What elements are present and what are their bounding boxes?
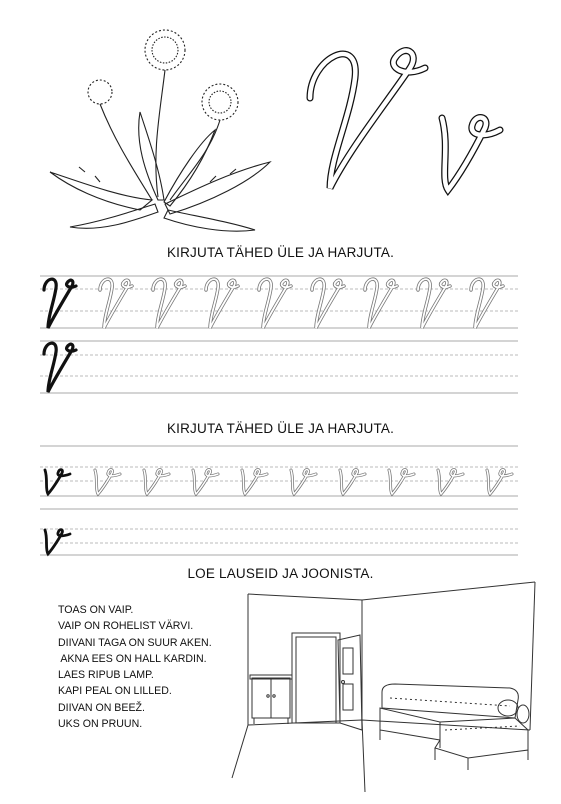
sentence-list xyxy=(58,602,212,732)
cursive-v-sample-2 xyxy=(40,340,80,395)
cursive-lowercase-v-sample xyxy=(42,467,74,497)
sentence-item: TOAS ON VAIP. xyxy=(58,604,134,616)
dandelion-illustration xyxy=(40,22,280,237)
instruction-lowercase: KIRJUTA TÄHED ÜLE JA HARJUTA. xyxy=(166,421,395,436)
dandelion-flower-icon xyxy=(88,30,238,120)
big-cursive-lowercase-v xyxy=(430,108,510,198)
sentence-item: KAPI PEAL ON LILLED. xyxy=(58,685,172,698)
sentence-item: AKNA EES ON HALL KARDIN. xyxy=(58,652,207,665)
lowercase-practice-lines xyxy=(40,445,518,557)
sentence-item: DIIVANI TAGA ON SUUR AKEN. xyxy=(58,636,212,649)
cabinet-icon xyxy=(250,675,292,724)
instruction-uppercase: KIRJUTA TÄHED ÜLE JA HARJUTA. xyxy=(166,245,395,260)
door-icon xyxy=(292,633,362,730)
sofa-icon xyxy=(380,684,529,770)
cursive-lowercase-v-sample-2 xyxy=(42,527,74,557)
sentence-item: DIIVAN ON BEEŽ. xyxy=(58,701,145,714)
cursive-v-sample xyxy=(40,276,80,331)
sentence-item: UKS ON PRUUN. xyxy=(58,718,143,731)
cursive-v-trace-row xyxy=(96,276,526,331)
sentence-item: LAES RIPUB LAMP. xyxy=(58,669,154,682)
room-illustration xyxy=(230,580,545,795)
sentence-item: VAIP ON ROHELIST VÄRVI. xyxy=(58,620,194,633)
instruction-read-and-draw: LOE LAUSEID JA JOONISTA. xyxy=(187,566,374,581)
big-cursive-uppercase-v xyxy=(300,38,440,198)
cursive-lowercase-v-trace-row xyxy=(92,467,522,497)
